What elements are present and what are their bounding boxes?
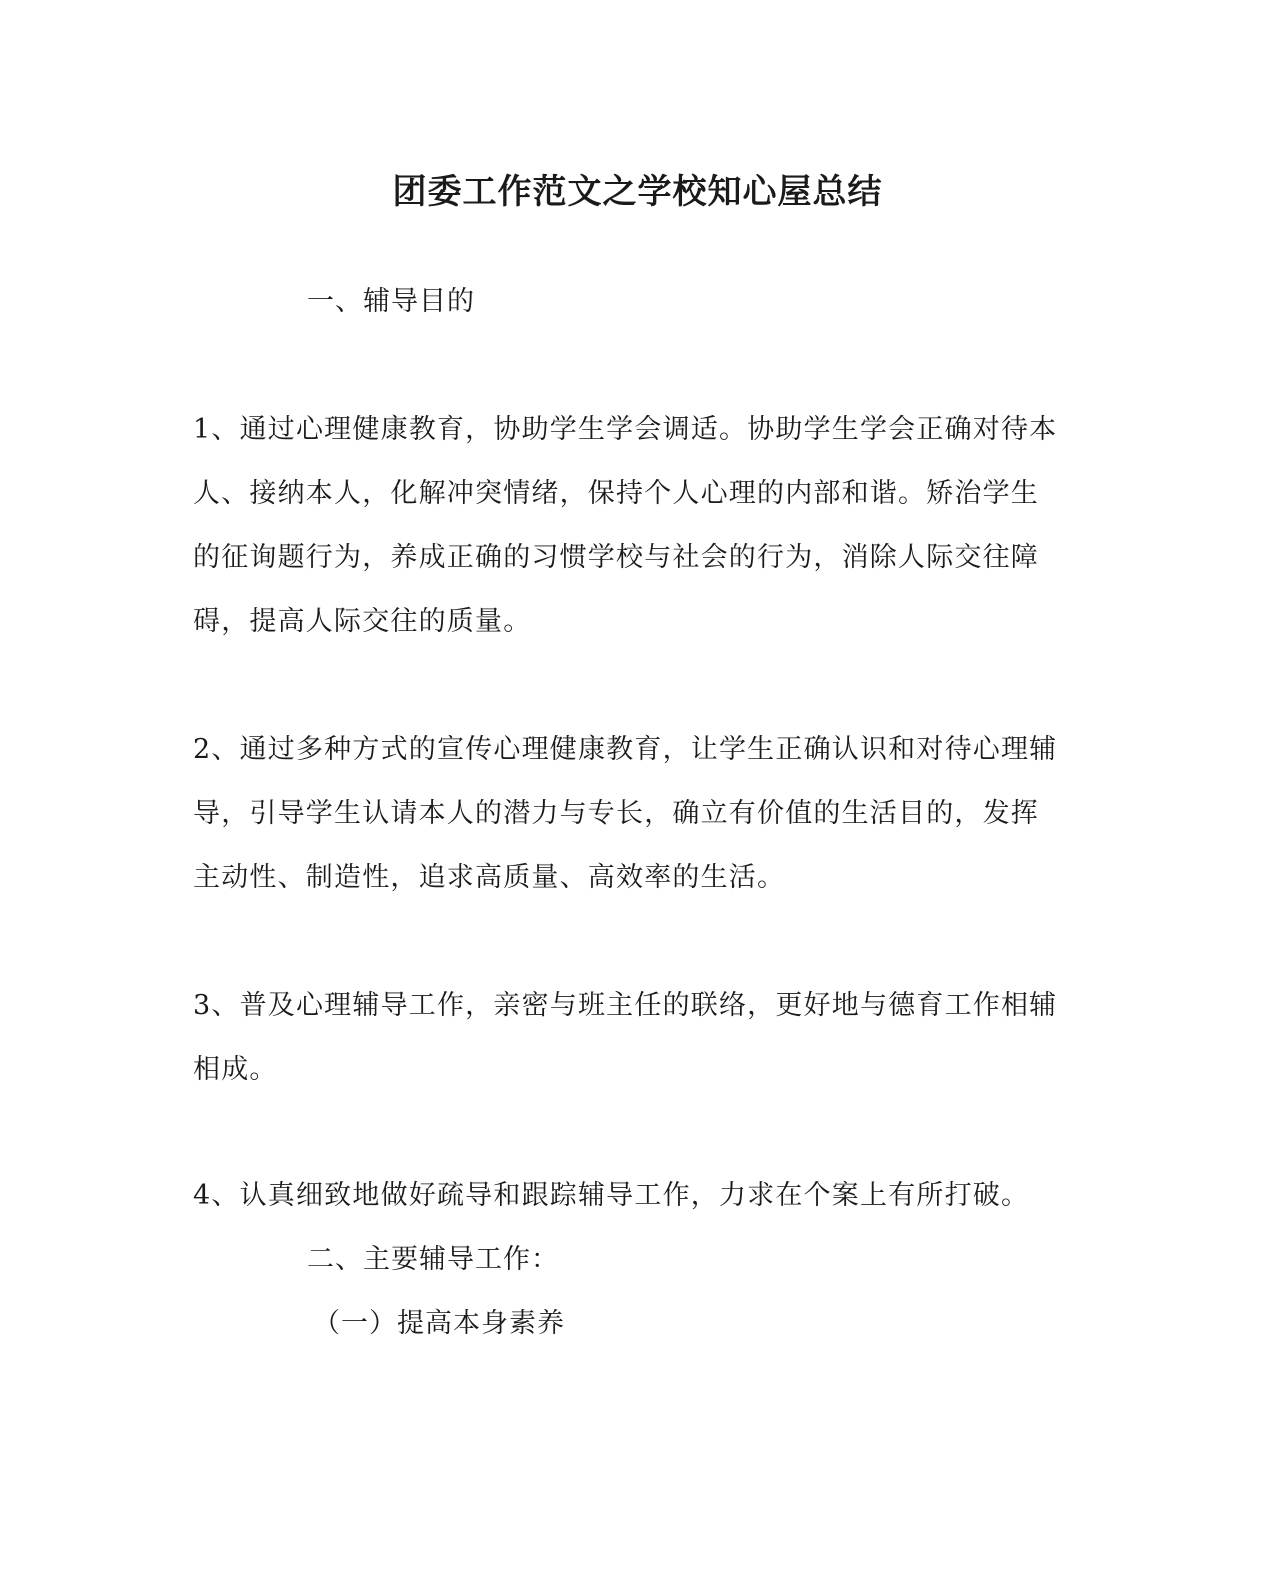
paragraph-3: 3、普及心理辅导工作，亲密与班主任的联络，更好地与德育工作相辅相成。 bbox=[193, 990, 1058, 1085]
subsection-heading-1: （一）提高本身素养 bbox=[313, 1308, 565, 1339]
paragraph-4: 4、认真细致地做好疏导和跟踪辅导工作，力求在个案上有所打破。 bbox=[193, 1180, 1030, 1211]
paragraph-1: 1、通过心理健康教育，协助学生学会调适。协助学生学会正确对待本人、接纳本人，化解冲突情绪，保持个人心理的内部和谐。矫治学生的征询题行为，养成正确的习惯学校与社会的行为，消除人际交往障碍，提高人际交往的质量。 bbox=[193, 414, 1058, 637]
paragraph-2: 2、通过多种方式的宣传心理健康教育，让学生正确认识和对待心理辅导，引导学生认请本人的潜力与专长，确立有价值的生活目的，发挥主动性、制造性，追求高质量、高效率的生活。 bbox=[193, 734, 1058, 893]
section-heading-1: 一、辅导目的 bbox=[307, 286, 475, 317]
document-title: 团委工作范文之学校知心屋总结 bbox=[392, 172, 883, 212]
section-heading-2: 二、主要辅导工作： bbox=[307, 1244, 559, 1275]
